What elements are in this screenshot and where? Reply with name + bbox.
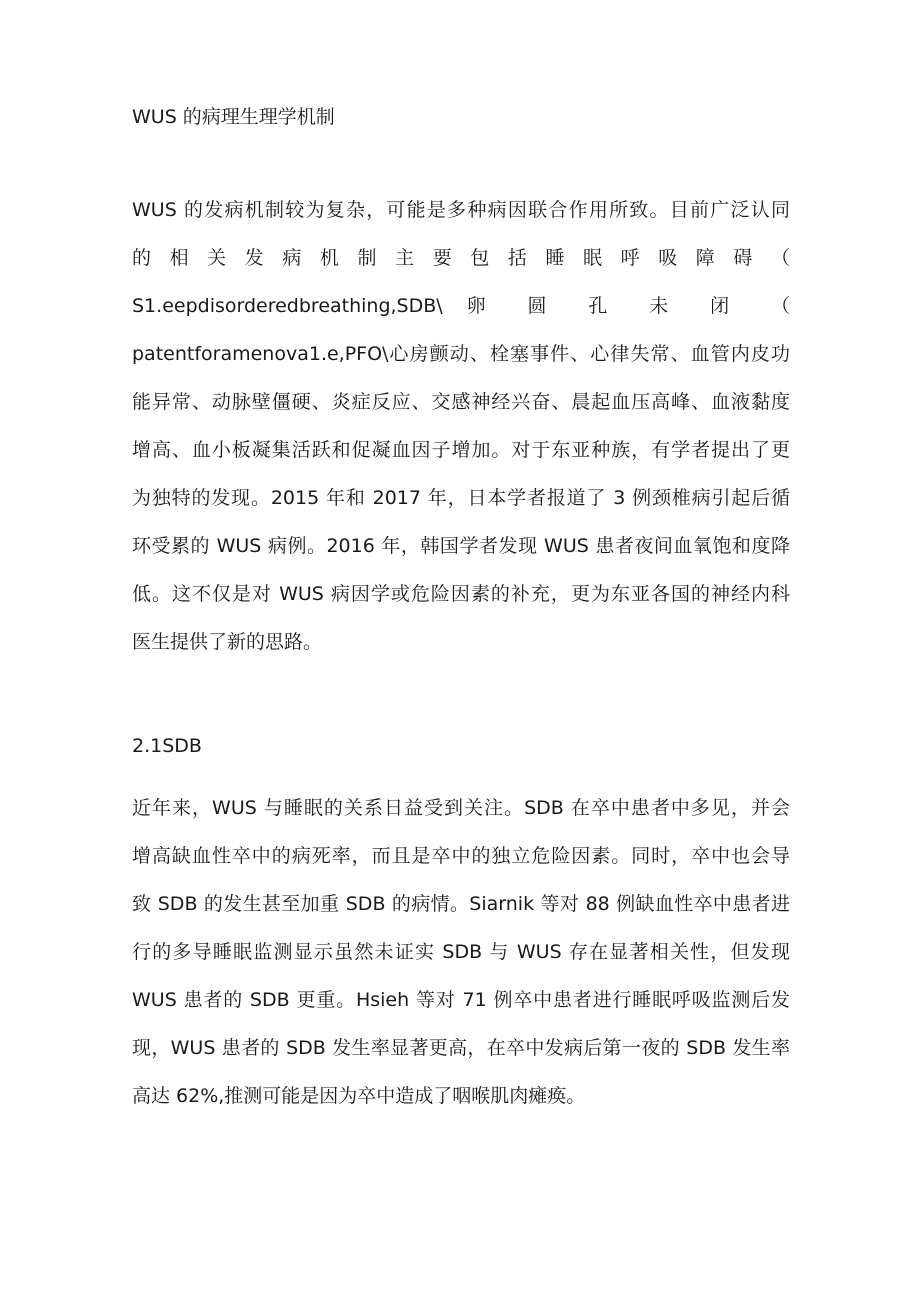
- paragraph-line: 医生提供了新的思路。: [132, 631, 323, 653]
- page-title: WUS 的病理生理学机制: [132, 106, 335, 128]
- paragraph-line: 环受累的 WUS 病例。2016 年，韩国学者发现 WUS 患者夜间血氧饱和度降: [132, 535, 790, 557]
- section-heading: 2.1SDB: [132, 735, 202, 757]
- paragraph-line: 低。这不仅是对 WUS 病因学或危险因素的补充，更为东亚各国的神经内科: [132, 583, 790, 605]
- paragraph-line: 为独特的发现。2015 年和 2017 年，日本学者报道了 3 例颈椎病引起后循: [132, 487, 790, 509]
- paragraph-line: 近年来，WUS 与睡眠的关系日益受到关注。SDB 在卒中患者中多见，并会: [132, 797, 790, 819]
- paragraph-line: 致 SDB 的发生甚至加重 SDB 的病情。Siarnik 等对 88 例缺血性卒中患者进: [132, 893, 790, 915]
- paragraph-line: 能异常、动脉壁僵硬、炎症反应、交感神经兴奋、晨起血压高峰、血液黏度: [132, 391, 790, 413]
- paragraph-line: 的 相 关 发 病 机 制 主 要 包 括 睡 眠 呼 吸 障 碍 （: [132, 247, 790, 269]
- paragraph-line: 现，WUS 患者的 SDB 发生率显著更高，在卒中发病后第一夜的 SDB 发生率: [132, 1037, 790, 1059]
- paragraph-line: S1.eepdisorderedbreathing,SDB\ 卵 圆 孔 未 闭 （: [132, 295, 790, 317]
- paragraph-line: 行的多导睡眠监测显示虽然未证实 SDB 与 WUS 存在显著相关性，但发现: [132, 941, 790, 963]
- paragraph-line: WUS 患者的 SDB 更重。Hsieh 等对 71 例卒中患者进行睡眠呼吸监测后发: [132, 989, 790, 1011]
- paragraph-line: 增高、血小板凝集活跃和促凝血因子增加。对于东亚种族，有学者提出了更: [132, 439, 790, 461]
- paragraph-line: WUS 的发病机制较为复杂，可能是多种病因联合作用所致。目前广泛认同: [132, 199, 790, 221]
- paragraph-line: 高达 62%,推测可能是因为卒中造成了咽喉肌肉瘫痪。: [132, 1085, 586, 1107]
- paragraph-line: 增高缺血性卒中的病死率，而且是卒中的独立危险因素。同时，卒中也会导: [132, 845, 790, 867]
- paragraph-line: patentforamenova1.e,PFO\心房颤动、栓塞事件、心律失常、血管内皮功: [132, 343, 790, 365]
